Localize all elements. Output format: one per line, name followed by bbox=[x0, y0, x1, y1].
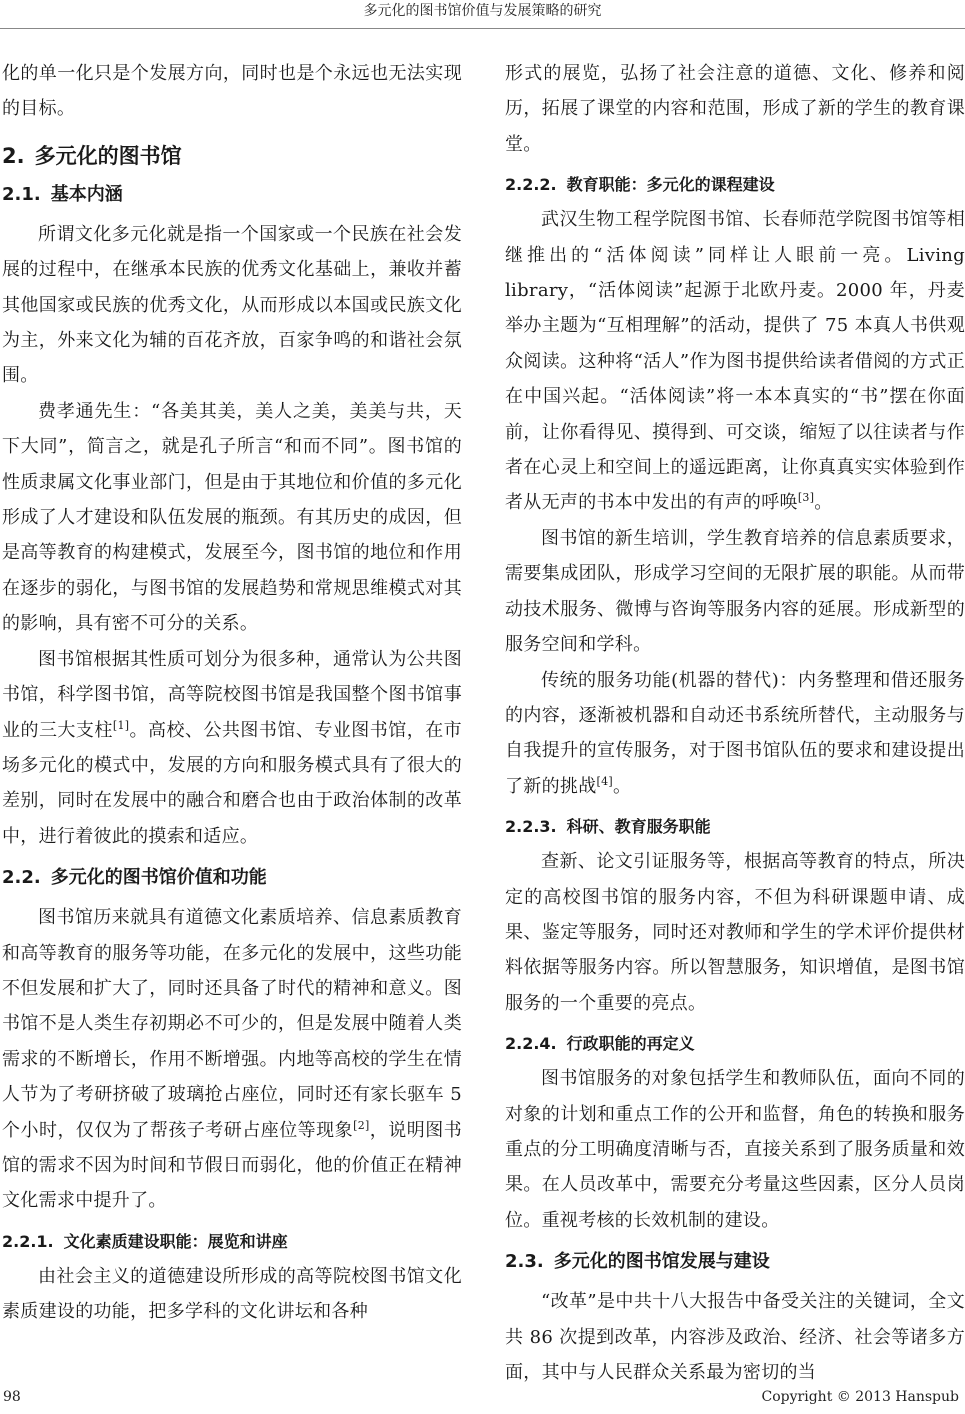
paragraph bbox=[2, 900, 462, 1219]
running-header: 多元化的图书馆价值与发展策略的研究 bbox=[363, 3, 602, 19]
section-heading-2-2 bbox=[2, 864, 462, 892]
section-title: 多元化的图书馆发展与建设 bbox=[553, 1251, 770, 1273]
section-number: 2.3. bbox=[505, 1251, 544, 1273]
section-title: 科研、教育服务职能 bbox=[566, 817, 711, 837]
paragraph-text: 武汉生物工程学院图书馆、长春师范学院图书馆等相继推出的“活体阅读”同样让人眼前一亮。Living library，“活体阅读”起源于北欧丹麦。2000 年，丹麦举办主题为“互相理解”的活动，提供了 75 本真人书供观众阅读。这种将“活人”作为图书提供给读者借阅的方式正在中国兴起。“活体阅读”将一本本真实的“书”摆在你面前，让你看得见、摸得到、可交谈，缩短了以往读者与作者在心灵上和空间上的遥远距离，让你真真实实体验到作者从无声的书本中发出的有声的呼唤 bbox=[505, 209, 965, 514]
citation-ref[interactable]: [1] bbox=[112, 718, 130, 732]
paragraph-text: 传统的服务功能(机器的替代)：内务整理和借还服务的内容，逐渐被机器和自动还书系统所替代，主动服务与自我提升的宣传服务，对于图书馆队伍的要求和建设提出了新的挑战 bbox=[505, 669, 965, 797]
section-heading-2 bbox=[2, 141, 462, 171]
paragraph-text: 。高校、公共图书馆、专业图书馆，在市场多元化的模式中，发展的方向和服务模式具有了很大的差别，同时在发展中的融合和磨合也由于政治体制的改革中，进行着彼此的摸索和适应。 bbox=[2, 719, 462, 847]
section-heading-2-2-1 bbox=[2, 1229, 462, 1255]
paragraph bbox=[505, 202, 965, 521]
paragraph: 由社会主义的道德建设所形成的高等院校图书馆文化素质建设的功能，把多学科的文化讲坛和各种 bbox=[2, 1265, 462, 1323]
section-heading-2-2-2 bbox=[505, 172, 965, 198]
section-number: 2.2.4. bbox=[505, 1034, 557, 1054]
section-title: 多元化的图书馆 bbox=[34, 143, 182, 168]
paragraph-continuation: 形式的展览，弘扬了社会注意的道德、文化、修养和阅历，拓展了课堂的内容和范围，形成了新的学生的教育课堂。 bbox=[505, 63, 965, 155]
paragraph-text: ，说明图书馆的需求不因为时间和节假日而弱化，他的价值正在精神文化需求中提升了。 bbox=[2, 1119, 463, 1212]
section-title: 多元化的图书馆价值和功能 bbox=[50, 867, 267, 889]
citation-ref[interactable]: [2] bbox=[353, 1118, 370, 1132]
header-rule bbox=[0, 28, 965, 29]
paragraph-text: 。 bbox=[612, 775, 632, 797]
paragraph: “改革”是中共十八大报告中备受关注的关键词，全文共 86 次提到改革，内容涉及政治、经济、社会等诸多方面，其中与人民群众关系最为密切的当 bbox=[505, 1291, 965, 1383]
section-number: 2.1. bbox=[2, 183, 41, 205]
section-title: 教育职能：多元化的课程建设 bbox=[566, 175, 775, 195]
section-heading-2-3 bbox=[505, 1248, 965, 1276]
paragraph-text: 图书馆根据其性质可划分为很多种，通常认为公共图书馆，科学图书馆，高等院校图书馆是我国整个图书馆事业的三大支柱 bbox=[2, 648, 462, 741]
section-number: 2.2.3. bbox=[505, 817, 557, 837]
paragraph-text: 图书馆历来就具有道德文化素质培养、信息素质教育和高等教育的服务等功能，在多元化的发展中，这些功能不但发展和扩大了，同时还具备了时代的精神和意义。图书馆不是人类生存初期必不可少的，但是发展中随着人类需求的不断增长，作用不断增强。内地等高校的学生在情人节为了考研挤破了玻璃抢占座位，同时还有家长驱车 5 个小时，仅仅为了帮孩子考研占座位等现象 bbox=[2, 907, 462, 1141]
section-title: 文化素质建设职能：展览和讲座 bbox=[63, 1231, 288, 1251]
section-number: 2.2.2. bbox=[505, 175, 557, 195]
page-number: 98 bbox=[3, 1389, 21, 1405]
section-heading-2-1 bbox=[2, 181, 462, 209]
left-column bbox=[2, 56, 462, 1330]
paragraph: 图书馆服务的对象包括学生和教师队伍，面向不同的对象的计划和重点工作的公开和监督，角色的转换和服务重点的分工明确度清晰与否，直接关系到了服务质量和效果。在人员改革中，需要充分考量这些因素，区分人员岗位。重视考核的长效机制的建设。 bbox=[505, 1068, 965, 1231]
paragraph-text: 。 bbox=[814, 492, 833, 514]
page-footer bbox=[0, 1384, 965, 1410]
section-number: 2.2. bbox=[2, 867, 41, 889]
paragraph: 查新、论文引证服务等，根据高等教育的特点，所决定的高校图书馆的服务内容，不但为科研课题申请、成果、鉴定等服务，同时还对教师和学生的学术评价提供材料依据等服务内容。所以智慧服务，知识增值，是图书馆服务的一个重要的亮点。 bbox=[505, 851, 965, 1014]
section-title: 行政职能的再定义 bbox=[566, 1034, 695, 1054]
paragraph: 费孝通先生：“各美其美，美人之美，美美与共，天下大同”，简言之，就是孔子所言“和而不同”。图书馆的性质隶属文化事业部门，但是由于其地位和价值的多元化形成了人才建设和队伍发展的瓶颈。有其历史的成因，但是高等教育的构建模式，发展至今，图书馆的地位和作用在逐步的弱化，与图书馆的发展趋势和常规思维模式对其的影响，具有密不可分的关系。 bbox=[2, 400, 462, 635]
copyright-notice: Copyright © 2013 Hanspub bbox=[761, 1389, 959, 1405]
paragraph-continuation: 化的单一化只是个发展方向，同时也是个永远也无法实现的目标。 bbox=[2, 63, 462, 120]
paragraph bbox=[2, 642, 462, 854]
section-heading-2-2-3 bbox=[505, 814, 965, 840]
section-title: 基本内涵 bbox=[50, 183, 123, 205]
section-number: 2. bbox=[2, 143, 25, 168]
section-heading-2-2-4 bbox=[505, 1031, 965, 1057]
citation-ref[interactable]: [3] bbox=[797, 491, 815, 505]
citation-ref[interactable]: [4] bbox=[596, 774, 613, 788]
paragraph: 所谓文化多元化就是指一个国家或一个民族在社会发展的过程中，在继承本民族的优秀文化基础上，兼收并蓄其他国家或民族的优秀文化，从而形成以本国或民族文化为主，外来文化为辅的百花齐放，百家争鸣的和谐社会氛围。 bbox=[2, 223, 462, 387]
section-number: 2.2.1. bbox=[2, 1231, 54, 1251]
right-column bbox=[505, 56, 965, 1390]
paragraph bbox=[505, 663, 965, 805]
paragraph: 图书馆的新生培训，学生教育培养的信息素质要求，需要集成团队，形成学习空间的无限扩展的职能。从而带动技术服务、微博与咨询等服务内容的延展。形成新型的服务空间和学科。 bbox=[505, 527, 965, 656]
